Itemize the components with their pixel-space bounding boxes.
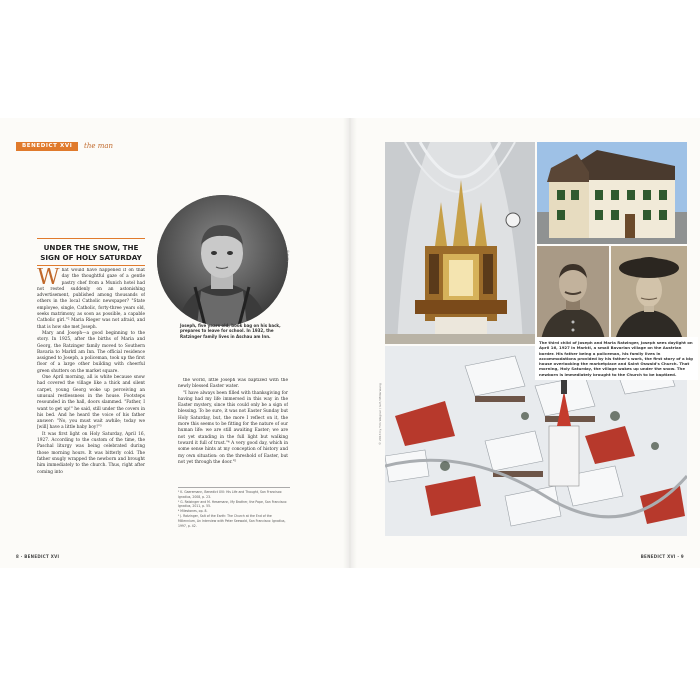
village-photo-credit: © 2013 by Tim Wegner / laif / Millerwang (378, 383, 382, 445)
portrait-credit: © Getty (286, 250, 290, 263)
paragraph-6: "I have always been filled with thanksgiving for having had my life immersed in this way in the Easter mystery, since this could only be a sign of blessing. To be sure, it was not Easter Sunday but Holy Saturday, but, the more I reflect on it, the more this seems to be fitting for the nature of our human life: we are still awaiting Easter; we are not yet standing in the full light but walking toward it full of trust."⁴ A very good day, which in some sense hints at my conception of history and my own situation: on the threshold of Easter, but not yet through the door."⁵ (178, 390, 288, 465)
paragraph-4: It was first light on Holy Saturday, April 16, 1927. According to the custom of the time, the Paschal liturgy was being celebrated during those morning hours. It was bitterly cold. The father snugly wrapped the newborn and brought him immediately to the church. Thus, right after coming into (37, 431, 145, 475)
drop-cap: W (37, 268, 60, 290)
footnote: ⁵ J. Ratzinger, Salt of the Earth: The Church at the End of the Millennium, An Interview with Peter Seewald, San Francisco: Ignatius, 1997, p. 42. (178, 513, 286, 528)
church-altar-photo (385, 142, 535, 344)
left-page (0, 118, 350, 568)
paragraph-5: the world, little Joseph was baptized with the newly blessed Easter water. (178, 378, 288, 390)
folio-left: 8 · BENEDICT XVI (16, 554, 60, 559)
child-portrait-photo (157, 195, 288, 326)
mother-portrait-photo (611, 246, 687, 340)
paragraph-2: Mary and Joseph—a good beginning to the story. In 1925, after the births of Maria and Georg, the Ratzinger family moved to Southern Bavaria to Marktl am Inn. The official residence assigned to Joseph, a policeman, took up the first floor of a large other building with cheerful green shutters on the market square. (37, 330, 145, 374)
paragraph-1: What would have happened if on that day the thoughtful gaze of a gentle pastry chef from a Munich hotel had not rested suddenly on an astonishing advertisement, published among thousands of others in the local Catholic newspaper? "State employee, single, Catholic, forty-three years old, seeks matrimony, as soon as possible, a capable Catholic girl."² Maria Rieger was not afraid, and that is how she met Joseph. (37, 268, 145, 330)
paragraph-3: One April morning, all is white because snow had covered the village like a thick and silent carpet, young Georg woke up perceiving an unusual restlessness in the house. Footsteps resounded in the hall, doors slammed. "Father, I want to get up!" he said, still under the covers in his bed. And he heard the voice of his father answer: "No, you must wait awhile; today we [will] have a little baby boy!"³ (37, 375, 145, 431)
section-label: the man (84, 142, 114, 150)
portrait-caption: Joseph, five years old, book bag on his back, prepares to leave for school. In 1932, the Ratzinger family lives in Aschau am Inn. (180, 323, 281, 339)
footnote: ⁴ Milestones, op. 8. (178, 509, 208, 514)
folio-right: BENEDICT XVI · 9 (640, 554, 684, 559)
footnote: ² K. Gaeremann, Benedict XVI: His Life and Thought, San Francisco: Ignatius, 2008, p. 23. (178, 490, 283, 499)
body-column-1 (37, 268, 145, 558)
footnote: ³ G. Ratzinger and M. Hesemann, My Brother, the Pope, San Francisco: Ignatius, 2011, p. 55. (178, 499, 288, 509)
page-gutter (343, 118, 357, 568)
body-column-2 (178, 378, 288, 478)
article-title: UNDER THE SNOW, THE SIGN OF HOLY SATURDAY (37, 238, 145, 266)
photo-caption: The third child of Joseph and Maria Ratzinger, Joseph sees daylight on April 16, 1927 in Marktl, a small Bavarian village on the Austrian border. His father being a policeman, his family lives in accommodations provided by his father's work, the first story of a big house overlooking the marketplace and Saint Oswald's Church. That morning, Holy Saturday, the village wakes up under the snow. The newborn is immediately brought to the Church to be baptized. (535, 337, 698, 380)
series-tag: BENEDICT XVI (16, 142, 78, 151)
father-portrait-photo (537, 246, 609, 340)
birth-house-photo (537, 142, 687, 244)
footnotes (178, 487, 290, 528)
